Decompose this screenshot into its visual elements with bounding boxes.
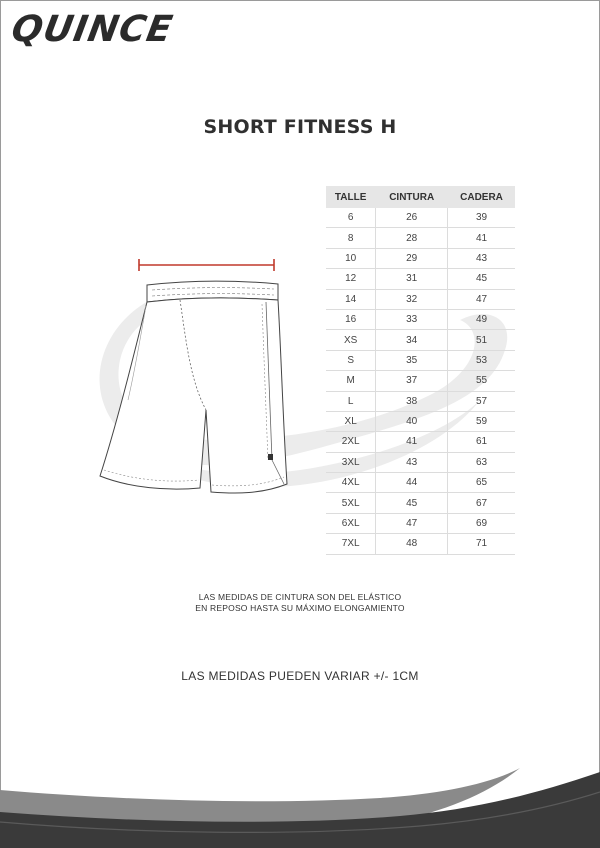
- cell-cintura: 43: [376, 452, 448, 472]
- table-row: [326, 330, 515, 350]
- cell-talle: 8: [326, 228, 376, 248]
- cell-talle: 4XL: [326, 473, 376, 493]
- cell-cadera: 67: [448, 493, 515, 513]
- header-cadera: CADERA: [448, 187, 515, 208]
- cell-cadera: 61: [448, 432, 515, 452]
- cell-cintura: 28: [376, 228, 448, 248]
- cell-cintura: 47: [376, 513, 448, 533]
- table-row: [326, 493, 515, 513]
- page-title: SHORT FITNESS H: [203, 116, 397, 138]
- table-row: [326, 228, 515, 248]
- cell-talle: M: [326, 371, 376, 391]
- cell-talle: 12: [326, 269, 376, 289]
- cell-cintura: 38: [376, 391, 448, 411]
- variance-note: LAS MEDIDAS PUEDEN VARIAR +/- 1CM: [181, 669, 419, 683]
- cell-cintura: 37: [376, 371, 448, 391]
- cell-talle: L: [326, 391, 376, 411]
- elastic-note-line2: EN REPOSO HASTA SU MÁXIMO ELONGAMIENTO: [195, 603, 405, 613]
- brand-logo: QUINCE: [8, 9, 177, 50]
- table-row: [326, 391, 515, 411]
- cell-cadera: 55: [448, 371, 515, 391]
- table-header-row: [326, 187, 515, 208]
- cell-cintura: 35: [376, 350, 448, 370]
- table-row: [326, 371, 515, 391]
- cell-cintura: 44: [376, 473, 448, 493]
- size-table: [326, 186, 515, 555]
- elastic-note-line1: LAS MEDIDAS DE CINTURA SON DEL ELÁSTICO: [198, 592, 402, 602]
- cell-cadera: 69: [448, 513, 515, 533]
- cell-talle: 7XL: [326, 534, 376, 554]
- cell-cintura: 40: [376, 411, 448, 431]
- table-row: [326, 269, 515, 289]
- table-row: [326, 513, 515, 533]
- cell-talle: XS: [326, 330, 376, 350]
- cell-cadera: 51: [448, 330, 515, 350]
- cell-cintura: 48: [376, 534, 448, 554]
- table-row: [326, 350, 515, 370]
- cell-talle: 3XL: [326, 452, 376, 472]
- cell-talle: 14: [326, 289, 376, 309]
- cell-cadera: 57: [448, 391, 515, 411]
- cell-cintura: 32: [376, 289, 448, 309]
- header-cintura: CINTURA: [376, 187, 448, 208]
- table-row: [326, 432, 515, 452]
- cell-talle: 6: [326, 208, 376, 228]
- cell-cadera: 59: [448, 411, 515, 431]
- cell-cadera: 71: [448, 534, 515, 554]
- cell-talle: 2XL: [326, 432, 376, 452]
- table-row: [326, 248, 515, 268]
- cell-talle: S: [326, 350, 376, 370]
- elastic-note: [0, 592, 600, 614]
- cell-cintura: 31: [376, 269, 448, 289]
- cell-cadera: 41: [448, 228, 515, 248]
- cell-talle: XL: [326, 411, 376, 431]
- table-row: [326, 473, 515, 493]
- table-row: [326, 309, 515, 329]
- cell-cadera: 45: [448, 269, 515, 289]
- cell-cadera: 53: [448, 350, 515, 370]
- cell-cintura: 26: [376, 208, 448, 228]
- cell-cadera: 47: [448, 289, 515, 309]
- table-row: [326, 208, 515, 228]
- cell-cintura: 41: [376, 432, 448, 452]
- cell-cintura: 34: [376, 330, 448, 350]
- header-talle: TALLE: [326, 187, 376, 208]
- table-row: [326, 534, 515, 554]
- cell-cadera: 65: [448, 473, 515, 493]
- table-row: [326, 411, 515, 431]
- cell-talle: 16: [326, 309, 376, 329]
- cell-talle: 6XL: [326, 513, 376, 533]
- cell-cadera: 43: [448, 248, 515, 268]
- cell-cintura: 33: [376, 309, 448, 329]
- cell-cadera: 39: [448, 208, 515, 228]
- cell-cadera: 63: [448, 452, 515, 472]
- table-row: [326, 452, 515, 472]
- cell-talle: 5XL: [326, 493, 376, 513]
- cell-cintura: 29: [376, 248, 448, 268]
- cell-cadera: 49: [448, 309, 515, 329]
- table-row: [326, 289, 515, 309]
- footer-swoosh: [0, 760, 600, 848]
- cell-cintura: 45: [376, 493, 448, 513]
- cell-talle: 10: [326, 248, 376, 268]
